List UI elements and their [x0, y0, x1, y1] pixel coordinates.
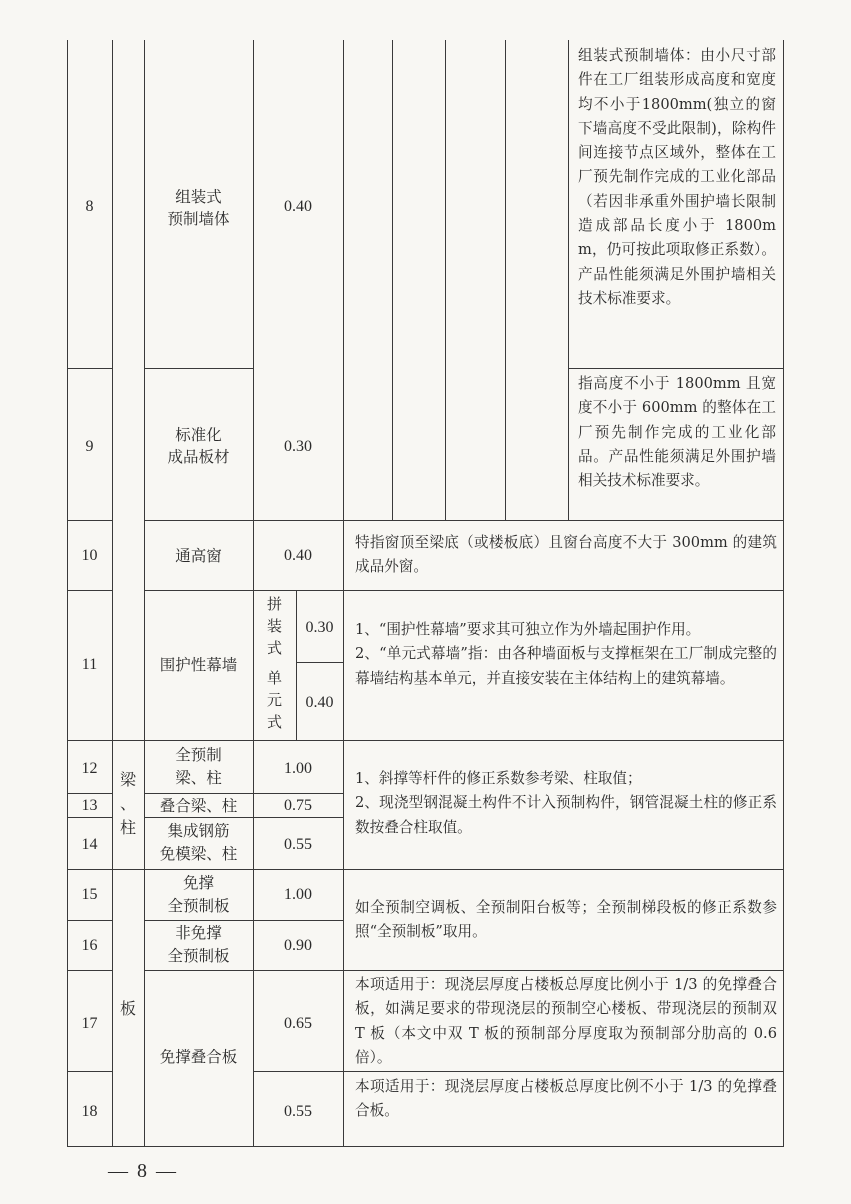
row-line-14-15: [67, 869, 783, 870]
item-name-16: 非免撑 全预制板: [167, 924, 230, 965]
item-name-15: 免撑 全预制板: [167, 874, 230, 915]
item-desc-17: 本项适用于：现浇层厚度占楼板总厚度比例小于 1/3 的免撑叠合板，如满足要求的带现浇层的预制空心楼板、带现浇层的预制双 T 板（本文中双 T 板的预制部分厚度取为预制部分肋高的 0.6 倍）。: [355, 976, 777, 1066]
row-number-15: 15: [81, 886, 98, 903]
row-line-11-sub: [296, 662, 343, 663]
subtype-unitized-value: 0.40: [305, 694, 334, 711]
item-value-14: 0.55: [284, 836, 312, 853]
empty-column-line-2: [445, 40, 446, 520]
subcolumn-line-11: [296, 590, 297, 740]
subtype-assembled-value: 0.30: [305, 619, 334, 636]
row-line-11-12: [67, 740, 783, 741]
item-desc-10: 特指窗顶至梁底（或楼板底）且窗台高度不大于 300mm 的建筑成品外窗。: [355, 534, 777, 576]
table-border-bottom: [67, 1146, 783, 1147]
row-line-10-11-number: [67, 590, 112, 591]
row-number-8: 8: [85, 198, 94, 215]
item-desc-18: 本项适用于：现浇层厚度占楼板总厚度比例不小于 1/3 的免撑叠合板。: [355, 1078, 777, 1120]
item-value-17: 0.65: [284, 1015, 312, 1032]
row-number-10: 10: [81, 547, 98, 564]
row-line-9-10: [144, 520, 783, 521]
item-value-10: 0.40: [284, 547, 312, 564]
row-number-12: 12: [81, 760, 98, 777]
row-line-13-14: [144, 817, 343, 818]
row-number-16: 16: [81, 937, 98, 954]
empty-column-line-3: [505, 40, 506, 520]
row-line-9-10-number: [67, 520, 112, 521]
item-desc-8: 组装式预制墙体：由小尺寸部件在工厂组装形成高度和宽度均不小于1800mm(独立的窗下墙高度不受此限制)，除构件间连接节点区域外，整体在工厂预先制作完成的工业化部品（若因非承重外围护墙长限制造成部品长度小于 1800mm，仍可按此项取修正系数）。产品性能须满足外围护墙相关技术标准要求。: [578, 47, 776, 307]
item-desc-11: 1、“围护性幕墙”要求其可独立作为外墙起围护作用。 2、“单元式幕墙”指：由各种墙面板与支撑框架在工厂制成完整的幕墙结构基本单元，并直接安装在主体结构上的建筑幕墙。: [355, 621, 777, 687]
item-name-12: 全预制 梁、柱: [175, 746, 222, 787]
item-value-15: 1.00: [284, 886, 312, 903]
empty-column-line-4: [568, 40, 569, 520]
row-line-8-9-number: [67, 368, 112, 369]
page-number: — 8 —: [108, 1160, 178, 1182]
row-number-14: 14: [81, 836, 98, 853]
item-value-18: 0.55: [284, 1103, 312, 1120]
item-value-13: 0.75: [284, 797, 312, 814]
item-value-8: 0.40: [284, 198, 312, 215]
row-line-17-18-number: [67, 1071, 112, 1072]
row-line-15-16-number: [67, 920, 112, 921]
item-value-9: 0.30: [284, 438, 312, 455]
full-precast-slab-desc: 如全预制空调板、全预制阳台板等；全预制梯段板的修正系数参照“全预制板”取用。: [355, 899, 777, 941]
column-line-number: [112, 40, 113, 1147]
category-slab: 板: [119, 999, 136, 1018]
row-number-9: 9: [85, 438, 94, 455]
row-line-16-17-number: [67, 970, 112, 971]
item-name-14: 集成钢筋 免模梁、柱: [159, 822, 238, 863]
category-beam-column: 梁 、 柱: [119, 770, 136, 837]
subtype-unitized: 单 元 式: [266, 669, 282, 731]
item-name-9: 标准化 成品板材: [167, 426, 230, 466]
column-line-value: [343, 40, 344, 1147]
empty-column-line-1: [392, 40, 393, 520]
row-number-13: 13: [81, 797, 98, 814]
item-value-12: 1.00: [284, 760, 312, 777]
row-line-16-17: [144, 970, 783, 971]
item-value-16: 0.90: [284, 937, 312, 954]
item-name-11: 围护性幕墙: [159, 656, 238, 674]
item-name-8: 组装式 预制墙体: [167, 188, 230, 228]
row-line-8-9-name: [144, 368, 253, 369]
item-desc-9: 指高度不小于 1800mm 且宽度不小于 600mm 的整体在工厂预先制作完成的工业化部品。产品性能须满足外围护墙相关技术标准要求。: [578, 375, 776, 490]
row-line-8-9-desc: [568, 368, 783, 369]
row-line-13-14-number: [67, 817, 112, 818]
beam-column-desc: 1、斜撑等杆件的修正系数参考梁、柱取值； 2、现浇型钢混凝土构件不计入预制构件，钢管混凝土柱的修正系数按叠合柱取值。: [355, 770, 777, 836]
row-line-17-18: [253, 1071, 783, 1072]
row-number-17: 17: [81, 1015, 98, 1032]
item-name-17-18: 免撑叠合板: [159, 1048, 238, 1066]
subtype-assembled: 拼 装 式: [266, 595, 282, 657]
table-border-right: [783, 40, 784, 1147]
item-name-13: 叠合梁、柱: [159, 797, 238, 815]
item-name-10: 通高窗: [175, 547, 222, 565]
row-line-10-11: [144, 590, 783, 591]
row-number-11: 11: [81, 656, 98, 673]
row-number-18: 18: [81, 1103, 98, 1120]
